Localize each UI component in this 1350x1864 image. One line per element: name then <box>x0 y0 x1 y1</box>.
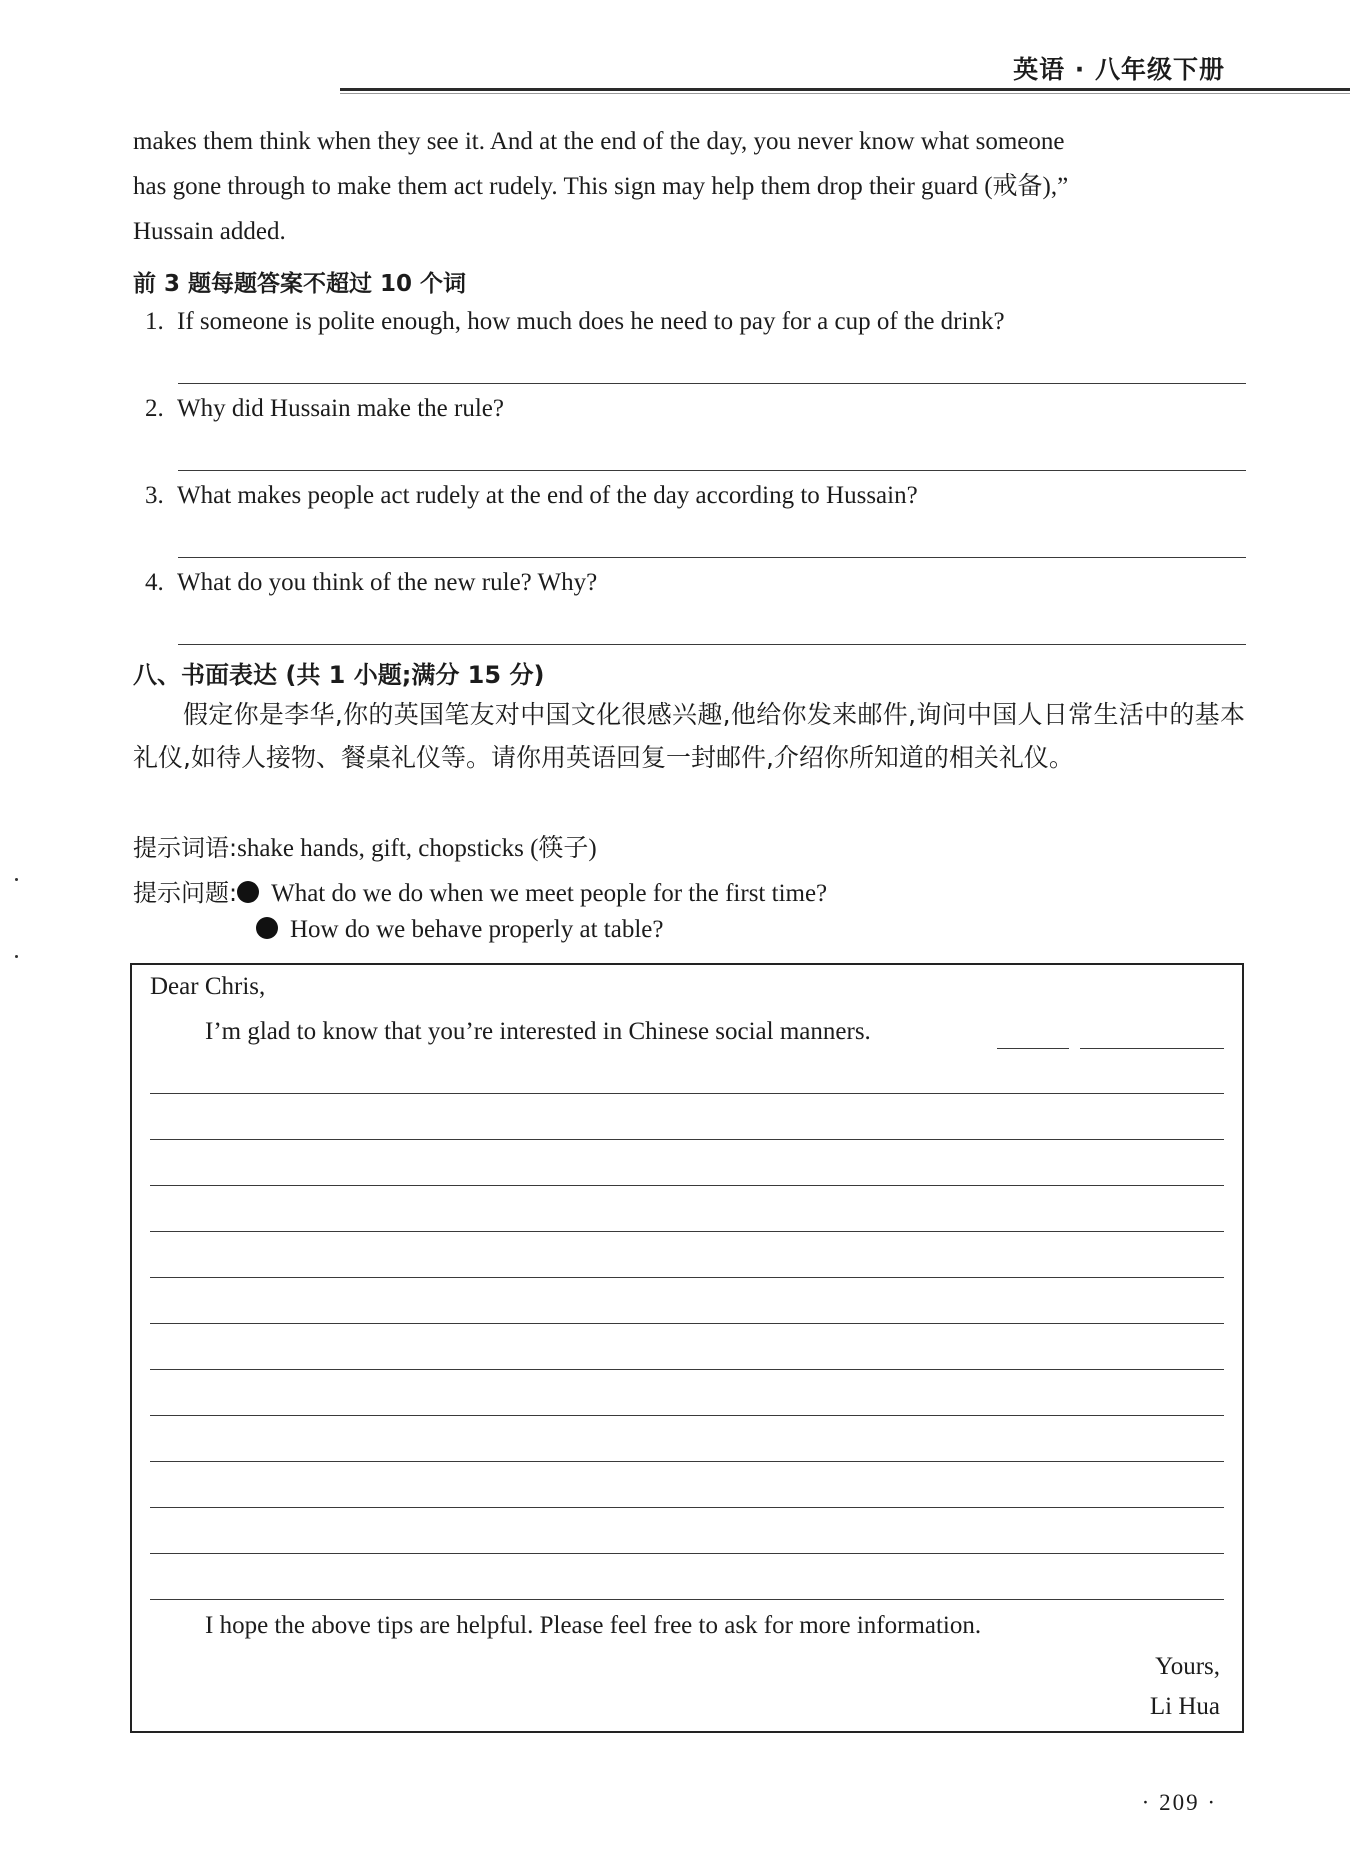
writing-line[interactable] <box>150 1599 1224 1600</box>
questions-instruction: 前 3 题每题答案不超过 10 个词 <box>133 271 467 297</box>
writing-prompt: 假定你是李华,你的英国笔友对中国文化很感兴趣,他给你发来邮件,询问中国人日常生活中的基本礼仪,如待人接物、餐桌礼仪等。请你用英语回复一封邮件,介绍你所知道的相关礼仪。 <box>133 700 1245 772</box>
hint-words <box>133 828 597 864</box>
question-2 <box>145 395 504 423</box>
writing-line[interactable] <box>150 1415 1224 1416</box>
question-number: 2. <box>145 395 164 422</box>
question-text: What do you think of the new rule? Why? <box>177 569 598 596</box>
passage-line-2: has gone through to make them act rudely. This sign may help them drop their guard (戒备),” <box>133 173 1069 200</box>
opening-blank-2[interactable] <box>1080 1048 1224 1049</box>
answer-line-1[interactable] <box>178 383 1246 384</box>
writing-line[interactable] <box>150 1231 1224 1232</box>
running-header-title: 英语 · 八年级下册 <box>1013 55 1225 84</box>
hint-questions-label: 提示问题: <box>133 879 238 907</box>
bullet-icon <box>256 917 278 939</box>
writing-line[interactable] <box>150 1369 1224 1370</box>
hint-question-text: What do we do when we meet people for the first time? <box>271 880 828 907</box>
question-number: 4. <box>145 569 164 596</box>
question-text: What makes people act rudely at the end of the day according to Hussain? <box>177 482 918 509</box>
answer-line-3[interactable] <box>178 557 1246 558</box>
letter-signoff: Yours, <box>1155 1653 1220 1680</box>
writing-section-title: 八、书面表达 (共 1 小题;满分 15 分) <box>133 661 545 689</box>
hint-question-1 <box>133 873 827 908</box>
writing-line[interactable] <box>150 1139 1224 1140</box>
writing-line[interactable] <box>150 1093 1224 1094</box>
writing-line[interactable] <box>150 1507 1224 1508</box>
question-4 <box>145 569 597 597</box>
margin-speck <box>15 878 18 881</box>
question-number: 3. <box>145 482 164 509</box>
bullet-icon <box>237 881 259 903</box>
passage-line-3: Hussain added. <box>133 218 286 245</box>
letter-signature: Li Hua <box>1149 1693 1220 1720</box>
writing-line[interactable] <box>150 1553 1224 1554</box>
answer-line-2[interactable] <box>178 470 1246 471</box>
hint-words-label: 提示词语: <box>133 834 238 862</box>
hint-words-text: shake hands, gift, chopsticks (筷子) <box>237 835 597 862</box>
hint-question-2 <box>256 916 663 944</box>
letter-opening: I’m glad to know that you’re interested in Chinese social manners. <box>205 1018 871 1045</box>
letter-closing: I hope the above tips are helpful. Please feel free to ask for more information. <box>205 1612 982 1639</box>
writing-line[interactable] <box>150 1461 1224 1462</box>
page-number: · 209 · <box>1141 1790 1217 1815</box>
writing-line[interactable] <box>150 1277 1224 1278</box>
header-rule <box>340 88 1350 91</box>
hint-question-text: How do we behave properly at table? <box>290 916 664 943</box>
question-1 <box>145 308 1005 336</box>
opening-blank-1[interactable] <box>997 1048 1069 1049</box>
question-3 <box>145 482 918 510</box>
passage-line-1: makes them think when they see it. And at the end of the day, you never know what someone <box>133 128 1065 155</box>
question-number: 1. <box>145 308 164 335</box>
writing-line[interactable] <box>150 1185 1224 1186</box>
question-text: Why did Hussain make the rule? <box>177 395 504 422</box>
header-rule-thin <box>340 93 1350 94</box>
writing-line[interactable] <box>150 1323 1224 1324</box>
margin-speck <box>15 955 18 958</box>
letter-greeting: Dear Chris, <box>150 973 266 1000</box>
answer-line-4[interactable] <box>178 644 1246 645</box>
question-text: If someone is polite enough, how much does he need to pay for a cup of the drink? <box>177 308 1005 335</box>
